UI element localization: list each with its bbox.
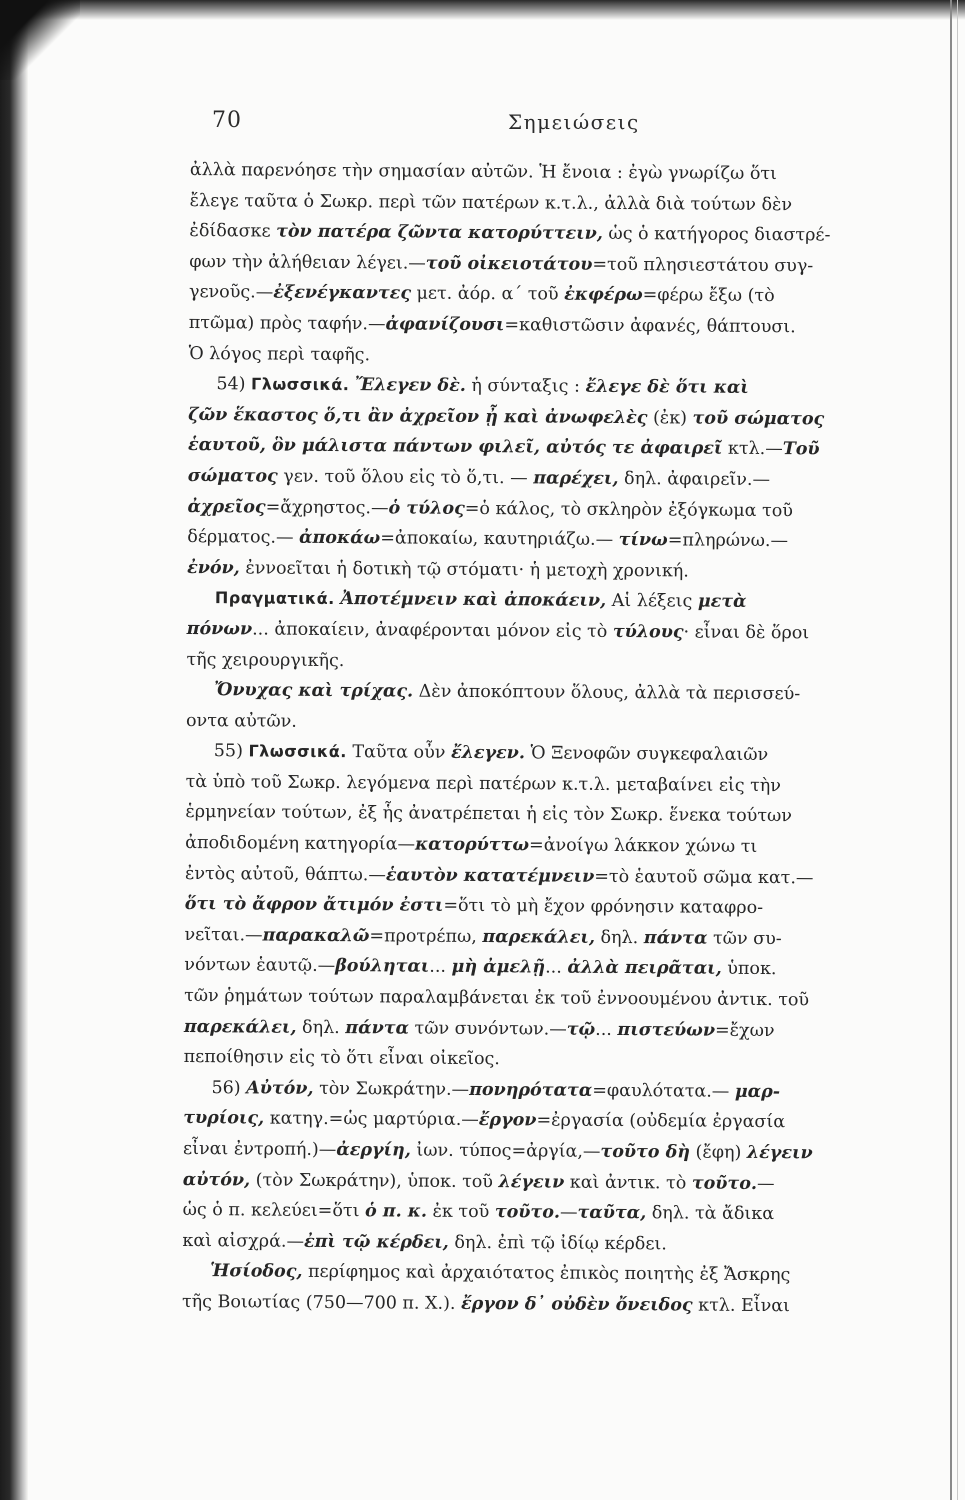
text-line: 56) Αὐτόν, τὸν Σωκράτην.—πονηρότατα=φαυλότατα.— μαρ- (211, 1077, 781, 1102)
lemma: ἑαυτὸν κατατέμνειν (385, 865, 595, 887)
lemma: ἀφανίζουσι (385, 314, 505, 336)
text-line: νεῖται.—παρακαλῶ=προτρέπω, παρεκάλει, δηλ. πάντα τῶν συ- (184, 924, 782, 949)
lemma: πιστεύων (617, 1019, 716, 1041)
lemma: μαρ- (734, 1081, 781, 1102)
gutter-shadow (950, 0, 952, 1500)
lemma: ἑαυτοῦ, ὃν μάλιστα πάντων φιλεῖ, αὐτός τε ἀφαιρεῖ (187, 435, 723, 460)
text-line: ἀχρεῖος=ἄχρηστος.—ὁ τύλος=ὁ κάλος, τὸ σκληρὸν ἐξόγκωμα τοῦ (187, 496, 794, 521)
text-line: εἶναι ἐντροπή.)—ἀεργίη, ἰων. τύπος=ἀργία,—τοῦτο δὴ (ἔφη) λέγειν (182, 1138, 813, 1164)
text-line: ἀλλὰ παρενόησε τὴν σημασίαν αὐτῶν. Ἡ ἔνοια : ἐγὼ γνωρίζω ὅτι (189, 159, 778, 185)
text-line: καὶ αἰσχρά.—ἐπὶ τῷ κέρδει, δηλ. ἐπὶ τῷ ἰδίῳ κέρδει. (182, 1230, 667, 1255)
lemma: τῷ (566, 1019, 596, 1040)
section-heading: Γλωσσικά. (248, 741, 347, 762)
lemma: ἀλλὰ πειρᾶται, (567, 958, 722, 980)
lemma: ζῶν ἕκαστος ὅ,τι ἂν ἀχρεῖον ᾖ καὶ ἀνωφελὲς (188, 404, 648, 428)
text-line: τῆς Βοιωτίας (750—700 π. Χ.). ἔργον δ᾽ οὐδὲν ὄνειδος κτλ. Εἶναι (181, 1291, 791, 1317)
lemma: λέγειν (746, 1142, 813, 1164)
text-line: ἑαυτοῦ, ὃν μάλιστα πάντων φιλεῖ, αὐτός τε ἀφαιρεῖ κτλ.—Τοῦ (187, 435, 820, 460)
scan-edge-top (0, 0, 965, 20)
lemma: ἐκφέρω (564, 284, 643, 306)
gutter-shadow-inner (957, 0, 958, 1500)
lemma: λέγειν (498, 1171, 565, 1193)
text-line: ὡς ὁ π. κελεύει=ὅτι ὁ π. κ. ἐκ τοῦ τοῦτο.—ταῦτα, δηλ. τὰ ἄδικα (182, 1200, 775, 1225)
text-line: ζῶν ἕκαστος ὅ,τι ἂν ἀχρεῖον ᾖ καὶ ἀνωφελὲς (ἐκ) τοῦ σώματος (188, 404, 825, 430)
text-line: σώματος γεν. τοῦ ὅλου εἰς τὸ ὅ,τι. — παρέχει, δηλ. ἀφαιρεῖν.— (187, 465, 771, 490)
lemma: τύλους (612, 621, 684, 643)
lemma: αὐτόν, (182, 1169, 251, 1191)
lemma: τυρίοις, (183, 1108, 265, 1129)
lemma: βούληται (335, 956, 430, 978)
text-line: οντα αὐτῶν. (185, 710, 297, 732)
text-line: γενοῦς.—ἐξενέγκαντες μετ. ἀόρ. α΄ τοῦ ἐκφέρω=φέρω ἔξω (τὸ (188, 282, 775, 307)
text-line: πεποίθησιν εἰς τὸ ὅτι εἶναι οἰκεῖος. (183, 1047, 500, 1070)
text-line: ἐντὸς αὐτοῦ, θάπτω.—ἑαυτὸν κατατέμνειν=τὸ ἑαυτοῦ σῶμα κατ.— (184, 863, 814, 889)
section-heading: Γλωσσικά. (251, 374, 350, 395)
text-line: ἐνόν, ἐννοεῖται ἡ δοτικὴ τῷ στόματι· ἡ μετοχὴ χρονική. (187, 557, 689, 582)
lemma: τοῦτο. (494, 1202, 561, 1223)
text-line: Πραγματικά. Ἀποτέμνειν καὶ ἀποκάειν, Αἱ λέξεις μετὰ (214, 588, 747, 613)
lemma: μετὰ (697, 591, 747, 613)
lemma: κατορύττω (414, 834, 530, 856)
text-line: δέρματος.— ἀποκάω=ἀποκαίω, καυτηριάζω.— τίνω=πληρώνω.— (187, 527, 789, 552)
lemma: Ἀποτέμνειν καὶ ἀποκάειν, (340, 589, 607, 612)
text-line: τὰ ὑπὸ τοῦ Σωκρ. λεγόμενα περὶ πατέρων κ.τ.λ. μεταβαίνει εἰς τὴν (185, 771, 782, 797)
lemma: σώματος (187, 465, 278, 487)
lemma: ἐνόν, (187, 557, 240, 579)
lemma: ἀεργίη, (336, 1140, 411, 1161)
lemma: τοῦτο. (691, 1173, 758, 1194)
lemma: παρακαλῶ (262, 925, 370, 947)
lemma: Ἡσίοδος, (210, 1261, 303, 1283)
text-line: Ὄνυχας καὶ τρίχας. Δὲν ἀποκόπτουν ὅλους, ἀλλὰ τὰ περισσεύ- (214, 680, 801, 705)
lemma: τοῦτο δὴ (600, 1141, 691, 1163)
lemma: ἔλεγεν. (450, 743, 526, 764)
lemma: Τοῦ (782, 439, 820, 460)
note-number: 55) (213, 741, 249, 762)
text-line: φων τὴν ἀλήθειαν λέγει.—τοῦ οἰκειοτάτου=τοῦ πλησιεστάτου συγ- (189, 251, 814, 277)
page-number: 70 (212, 108, 242, 133)
note-number: 56) (211, 1077, 247, 1099)
text-line: 54) Γλωσσικά. Ἔλεγεν δὲ. ἡ σύνταξις : ἔλεγε δὲ ὅτι καὶ (216, 374, 749, 399)
lemma: ἔλεγε δὲ ὅτι καὶ (585, 376, 749, 399)
lemma: ἐξενέγκαντες (273, 282, 412, 304)
lemma: ὁ π. κ. (364, 1201, 428, 1222)
text-line: ἑρμηνείαν τούτων, ἐξ ἧς ἀνατρέπεται ἡ εἰς τὸν Σωκρ. ἕνεκα τούτων (185, 802, 793, 827)
lemma: Ἔλεγεν δὲ. (354, 375, 466, 397)
text-line: ἔλεγε ταῦτα ὁ Σωκρ. περὶ τῶν πατέρων κ.τ.λ., ἀλλὰ διὰ τούτων δὲν (189, 190, 793, 215)
lemma: μὴ ἀμελῇ (451, 957, 546, 978)
lemma: παρέχει, (533, 468, 619, 489)
lemma: ταῦτα, (577, 1202, 647, 1224)
lemma: τίνω (618, 530, 668, 551)
lemma: ὁ τύλος (388, 497, 465, 519)
text-line: τῆς χειρουργικῆς. (186, 649, 345, 671)
note-number: 54) (216, 374, 252, 395)
lemma: πάντα (643, 928, 708, 949)
lemma: Ὄνυχας καὶ τρίχας. (214, 680, 414, 702)
running-title: Σημειώσεις (508, 110, 640, 134)
lemma: τὸν πατέρα ζῶντα κατορύττειν, (276, 221, 603, 245)
notes-text (182, 155, 910, 1323)
text-line: πτῶμα) πρὸς ταφήν.—ἀφανίζουσι=καθιστῶσιν ἀφανές, θάπτουσι. (188, 312, 796, 338)
text-line: παρεκάλει, δηλ. πάντα τῶν συνόντων.—τῷ... πιστεύων=ἔχων (183, 1016, 775, 1041)
lemma: πόνων (186, 618, 253, 640)
lemma: παρεκάλει, (183, 1016, 297, 1038)
lemma: ἔργον (478, 1110, 537, 1131)
lemma: παρεκάλει, (482, 926, 596, 948)
text-line: 55) Γλωσσικά. Ταῦτα οὖν ἔλεγεν. Ὁ Ξενοφῶν συγκεφαλαιῶν (213, 741, 769, 766)
lemma: ἐπὶ τῷ κέρδει, (303, 1231, 449, 1253)
lemma: ἔργον δ᾽ οὐδὲν ὄνειδος (460, 1293, 693, 1316)
text-line: Ὁ λόγος περὶ ταφῆς. (188, 343, 371, 365)
lemma: τοῦ σώματος (692, 408, 825, 430)
scan-edge-left (0, 0, 28, 1500)
text-line: ὅτι τὸ ἄφρον ἄτιμόν ἐστι=ὅτι τὸ μὴ ἔχον φρόνησιν καταφρο- (184, 894, 764, 919)
page-header (210, 108, 910, 142)
section-heading: Πραγματικά. (214, 588, 335, 609)
lemma: ὅτι τὸ ἄφρον ἄτιμόν ἐστι (184, 894, 444, 917)
text-line: Ἡσίοδος, περίφημος καὶ ἀρχαιότατος ἐπικὸς ποιητὴς ἐξ Ἄσκρης (210, 1261, 791, 1286)
text-line: τυρίοις, κατηγ.=ὡς μαρτύρια.—ἔργον=ἐργασία (οὐδεμία ἐργασία (183, 1108, 786, 1133)
text-line: νόντων ἑαυτῷ.—βούληται... μὴ ἀμελῇ... ἀλλὰ πειρᾶται, ὑποκ. (184, 955, 777, 980)
lemma: τοῦ οἰκειοτάτου (425, 253, 593, 275)
text-line: τῶν ῥημάτων τούτων παραλαμβάνεται ἐκ τοῦ ἐννοουμένου ἀντικ. τοῦ (184, 986, 810, 1011)
text-line: ἀποδιδομένη κατηγορία—κατορύττω=ἀνοίγω λάκκον χώνω τι (185, 833, 758, 858)
lemma: Αὐτόν, (246, 1078, 314, 1099)
text-line: αὐτόν, (τὸν Σωκράτην), ὑποκ. τοῦ λέγειν καὶ ἀντικ. τὸ τοῦτο.— (182, 1169, 775, 1194)
text-line: πόνων... ἀποκαίειν, ἀναφέρονται μόνον εἰς τὸ τύλους· εἶναι δὲ ὅροι (186, 618, 810, 644)
lemma: ἀποκάω (298, 527, 381, 549)
text-line: ἐδίδασκε τὸν πατέρα ζῶντα κατορύττειν, ὡς ὁ κατήγορος διαστρέ- (189, 221, 831, 246)
scan-corner (0, 0, 80, 80)
lemma: ἀχρεῖος (187, 496, 266, 518)
lemma: πονηρότατα (469, 1079, 593, 1101)
lemma: πάντα (345, 1017, 410, 1039)
